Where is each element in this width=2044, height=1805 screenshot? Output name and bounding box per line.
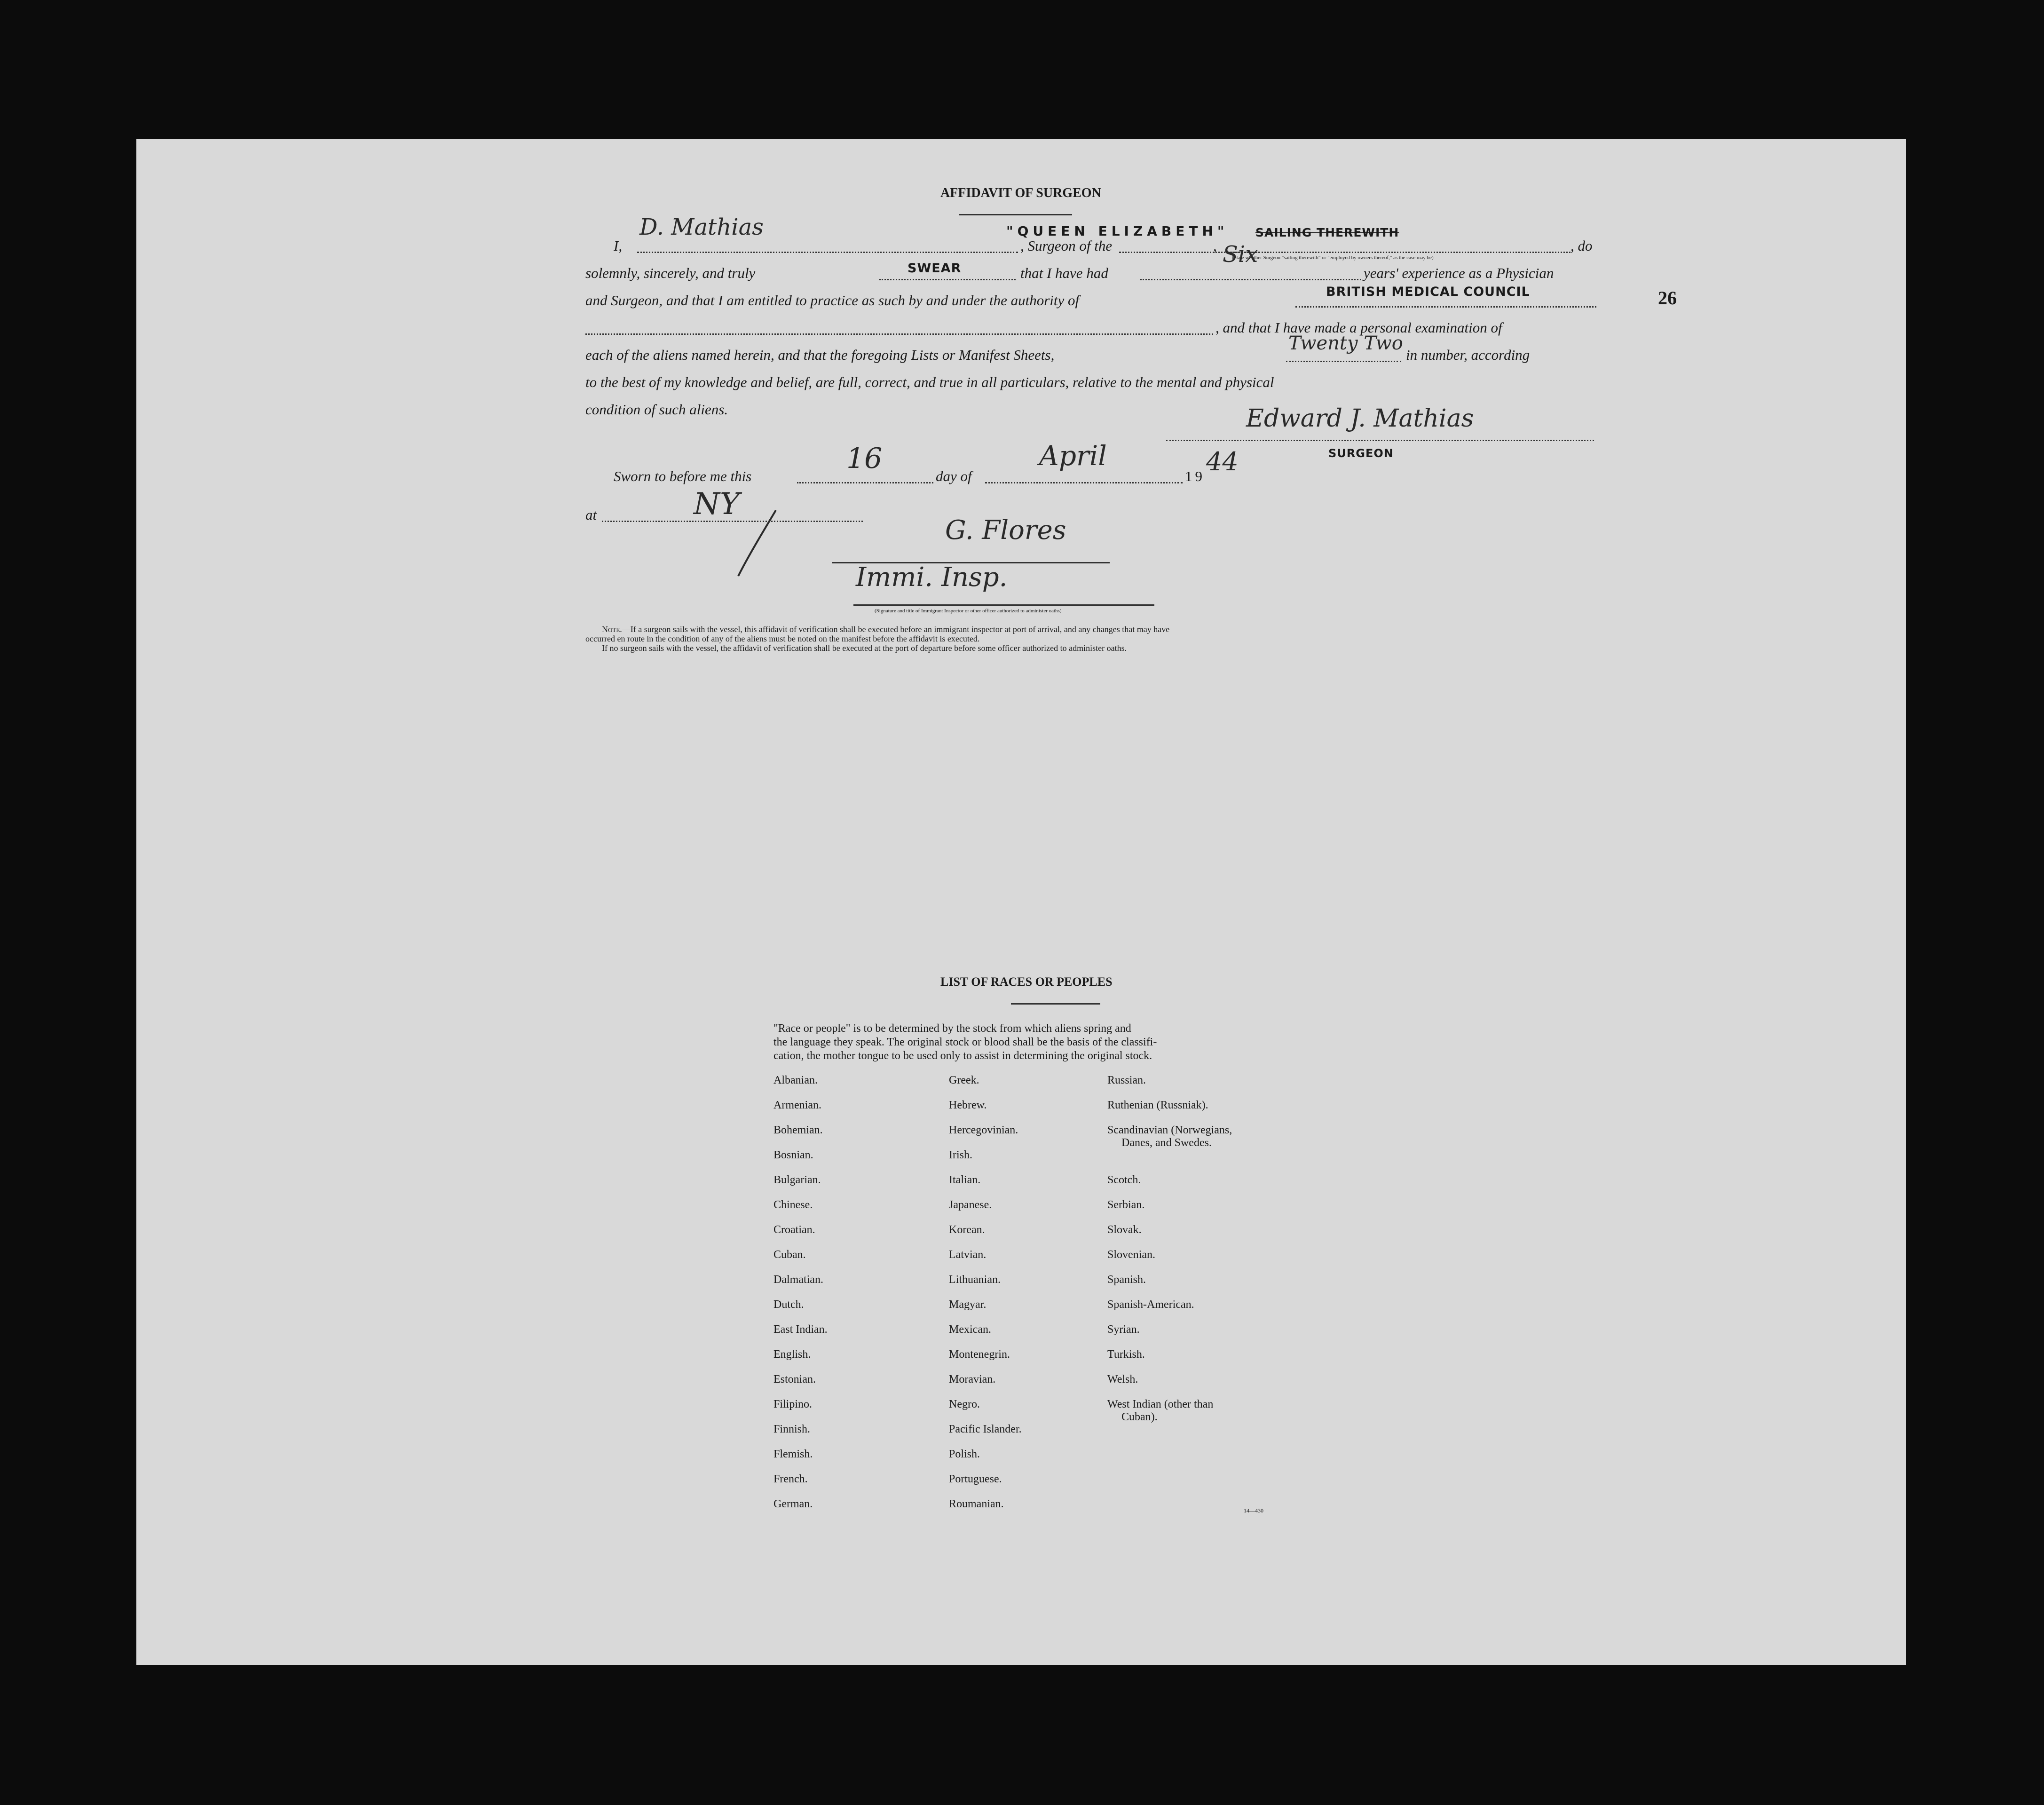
comma: , <box>1213 238 1217 254</box>
authority-blank-2 <box>585 333 1213 335</box>
race-item: East Indian. <box>773 1323 828 1336</box>
race-item: Italian. <box>949 1174 981 1186</box>
race-item: Bulgarian. <box>773 1174 821 1186</box>
form-number: 14—430 <box>1244 1507 1263 1514</box>
race-item: Pacific Islander. <box>949 1423 1022 1435</box>
race-item: Turkish. <box>1107 1348 1145 1361</box>
years-blank <box>1140 279 1361 280</box>
line3-prefix: and Surgeon, and that I am entitled to practice as such by and under the authority of <box>585 292 1080 309</box>
inspector-signature-1: G. Flores <box>945 515 1066 546</box>
race-item: Finnish. <box>773 1423 811 1435</box>
race-item: Spanish-American. <box>1107 1298 1194 1311</box>
race-item: English. <box>773 1348 811 1361</box>
race-item: Mexican. <box>949 1323 991 1336</box>
race-item: German. <box>773 1498 813 1510</box>
line1-mid: , Surgeon of the <box>1020 238 1113 254</box>
race-item: Flemish. <box>773 1448 813 1460</box>
race-item: French. <box>773 1473 808 1485</box>
line5-prefix: each of the aliens named herein, and that the foregoing Lists or Manifest Sheets, <box>585 347 1055 363</box>
surgeon-label: SURGEON <box>1328 447 1394 460</box>
race-item: Montenegrin. <box>949 1348 1010 1361</box>
race-item: Albanian. <box>773 1074 818 1086</box>
race-item: West Indian (other than <box>1107 1398 1214 1410</box>
signature-caption: (Signature and title of Immigrant Inspector or other officer authorized to administer oaths) <box>875 608 1062 614</box>
note-label: Note. <box>602 625 622 634</box>
page-number: 26 <box>1658 287 1677 309</box>
races-title-rule <box>1011 1003 1100 1005</box>
race-item: Scotch. <box>1107 1174 1141 1186</box>
race-item: Moravian. <box>949 1373 996 1385</box>
race-item: Serbian. <box>1107 1199 1145 1211</box>
race-item: Cuban). <box>1121 1411 1158 1423</box>
day-of-label: day of <box>936 468 972 484</box>
race-item: Slovak. <box>1107 1224 1142 1236</box>
race-item: Russian. <box>1107 1074 1146 1086</box>
races-intro-1: "Race or people" is to be determined by the stock from which aliens spring and <box>773 1022 1131 1035</box>
inspector-signature-2: Immi. Insp. <box>856 562 1008 593</box>
title-rule <box>959 214 1072 215</box>
sworn-day: 16 <box>846 442 883 475</box>
oath-word: SWEAR <box>908 261 962 276</box>
race-item: Hercegovinian. <box>949 1124 1018 1136</box>
race-item: Chinese. <box>773 1199 813 1211</box>
race-item: Cuban. <box>773 1249 806 1261</box>
race-item: Greek. <box>949 1074 979 1086</box>
race-item: Dutch. <box>773 1298 804 1311</box>
race-item: Magyar. <box>949 1298 986 1311</box>
line1-suffix: , do <box>1570 238 1593 254</box>
race-item: Scandinavian (Norwegians, <box>1107 1124 1232 1136</box>
race-item: Armenian. <box>773 1099 821 1111</box>
line4-text: , and that I have made a personal examination of <box>1215 319 1502 336</box>
race-item: Filipino. <box>773 1398 813 1410</box>
at-label: at <box>585 507 597 523</box>
years-value: Six <box>1223 241 1258 268</box>
sworn-year: 44 <box>1206 447 1239 476</box>
note-text-1: —If a surgeon sails with the vessel, this affidavit of verification shall be executed before an immigrant inspector at port of arrival, and any changes that may have <box>622 625 1170 634</box>
note-line-3: If no surgeon sails with the vessel, the affidavit of verification shall be executed at the port of departure before some officer authorized to administer oaths. <box>602 643 1127 653</box>
sheets-blank <box>1286 361 1401 362</box>
surgeon-name: D. Mathias <box>639 214 764 240</box>
year-prefix: 19 <box>1185 468 1205 484</box>
race-item: Ruthenian (Russniak). <box>1107 1099 1208 1111</box>
surgeon-status: SAILING THEREWITH <box>1255 226 1399 239</box>
day-blank <box>797 482 933 483</box>
inspector-line-2 <box>853 604 1154 606</box>
document-page <box>136 139 1906 1665</box>
line5-suffix: in number, according <box>1406 347 1530 363</box>
race-item: Dalmatian. <box>773 1274 823 1286</box>
surgeon-signature: Edward J. Mathias <box>1246 404 1474 433</box>
race-item: Bosnian. <box>773 1149 813 1161</box>
race-item: Japanese. <box>949 1199 992 1211</box>
status-blank <box>1227 252 1570 253</box>
at-place-flourish <box>719 506 813 581</box>
races-intro-2: the language they speak. The original stock or blood shall be the basis of the classifi- <box>773 1036 1157 1048</box>
line2-mid: that I have had <box>1020 265 1108 281</box>
line1-prefix: I, <box>614 238 623 254</box>
note-line-1 <box>602 625 1169 634</box>
line2-prefix: solemnly, sincerely, and truly <box>585 265 756 281</box>
race-item: Welsh. <box>1107 1373 1138 1385</box>
race-item: Negro. <box>949 1398 980 1410</box>
line6-text: to the best of my knowledge and belief, are full, correct, and true in all particulars, relative to the mental and physical <box>585 374 1274 390</box>
line2-suffix: years' experience as a Physician <box>1364 265 1554 281</box>
surgeon-name-blank <box>637 252 1018 253</box>
race-item: Korean. <box>949 1224 985 1236</box>
at-place: NY <box>694 487 740 522</box>
line7-text: condition of such aliens. <box>585 401 728 418</box>
race-item: Bohemian. <box>773 1124 823 1136</box>
race-item: Syrian. <box>1107 1323 1140 1336</box>
race-item: Hebrew. <box>949 1099 987 1111</box>
month-blank <box>985 482 1183 483</box>
surgeon-signature-line <box>1166 440 1594 441</box>
races-intro-3: cation, the mother tongue to be used only to assist in determining the original stock. <box>773 1050 1152 1062</box>
sworn-prefix: Sworn to before me this <box>614 468 752 484</box>
oath-blank <box>879 279 1016 280</box>
race-item: Roumanian. <box>949 1498 1004 1510</box>
race-item: Portuguese. <box>949 1473 1002 1485</box>
affidavit-title: AFFIDAVIT OF SURGEON <box>940 186 1101 200</box>
sheets-value: Twenty Two <box>1288 332 1403 354</box>
authority-value: BRITISH MEDICAL COUNCIL <box>1326 285 1530 299</box>
authority-blank <box>1295 306 1596 308</box>
note-line-2: occurred en route in the condition of any of the aliens must be noted on the manifest before the affidavit is executed. <box>585 634 980 643</box>
race-item: Latvian. <box>949 1249 986 1261</box>
race-item: Estonian. <box>773 1373 816 1385</box>
sworn-month: April <box>1039 440 1107 472</box>
races-title: LIST OF RACES OR PEOPLES <box>940 975 1113 989</box>
ship-name: "QUEEN ELIZABETH" <box>1006 223 1229 239</box>
race-item: Irish. <box>949 1149 972 1161</box>
status-hint: (State whether Surgeon "sailing therewith" or "employed by owners thereof," as the case may be) <box>1232 255 1434 261</box>
race-item: Spanish. <box>1107 1274 1146 1286</box>
race-item: Slovenian. <box>1107 1249 1155 1261</box>
race-item: Danes, and Swedes. <box>1121 1137 1212 1149</box>
race-item: Croatian. <box>773 1224 815 1236</box>
race-item: Polish. <box>949 1448 980 1460</box>
race-item: Lithuanian. <box>949 1274 1001 1286</box>
